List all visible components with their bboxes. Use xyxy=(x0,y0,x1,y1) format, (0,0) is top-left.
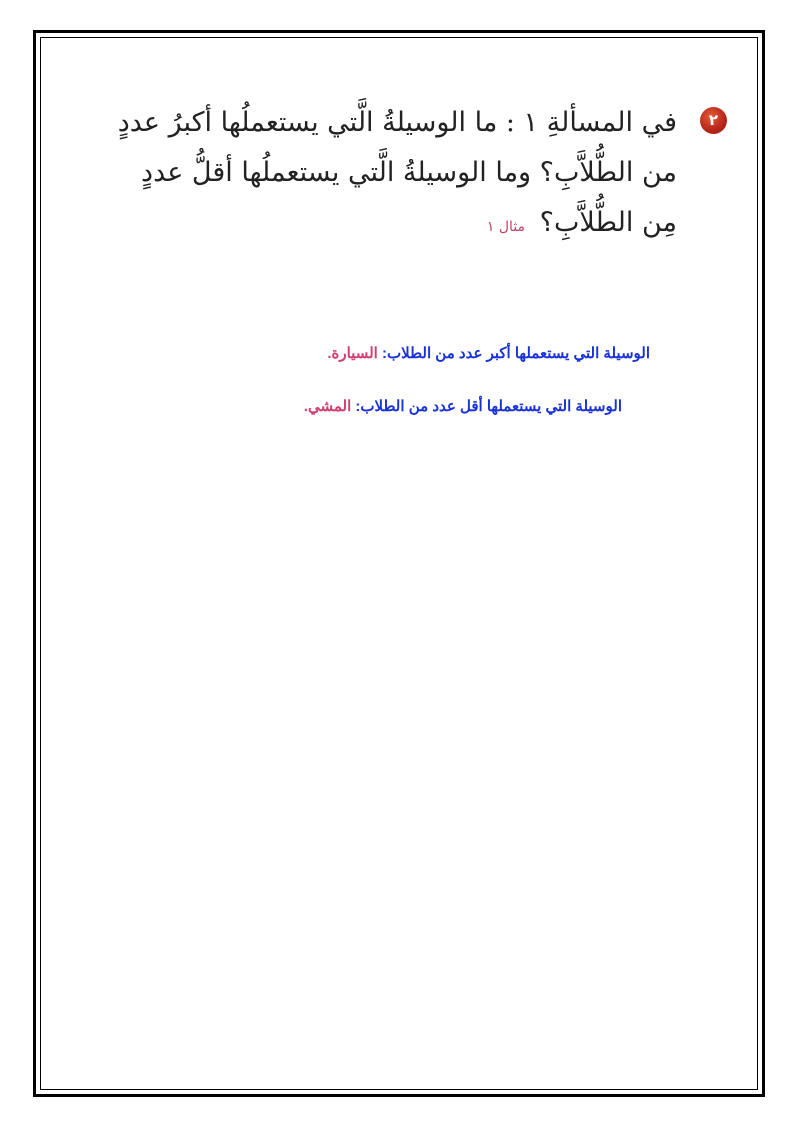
answer-least-used-value: المشي. xyxy=(303,398,352,415)
answer-least-used-label: الوسيلة التي يستعملها أقل عدد من الطلاب: xyxy=(355,398,622,415)
answer-least-used xyxy=(102,397,622,415)
question-line-3-text: مِن الطُّلاَّبِ؟ xyxy=(539,207,677,238)
question-line-1: في المسألةِ ١ : ما الوسيلةُ الَّتي يستعملُها أكبرُ عددٍ xyxy=(117,107,677,138)
question-number-badge: ٢ xyxy=(700,107,727,134)
question-line-3 xyxy=(117,198,677,252)
answer-most-used-value: السيارة. xyxy=(327,345,378,362)
answer-most-used-label: الوسيلة التي يستعملها أكبر عدد من الطلاب: xyxy=(382,345,650,362)
question-line-2: من الطُّلاَّبِ؟ وما الوسيلةُ الَّتي يستعملُها أقلُّ عددٍ xyxy=(141,157,677,188)
question-text xyxy=(117,98,677,252)
answer-most-used xyxy=(130,344,650,362)
example-reference: مثال ١ xyxy=(486,219,526,235)
